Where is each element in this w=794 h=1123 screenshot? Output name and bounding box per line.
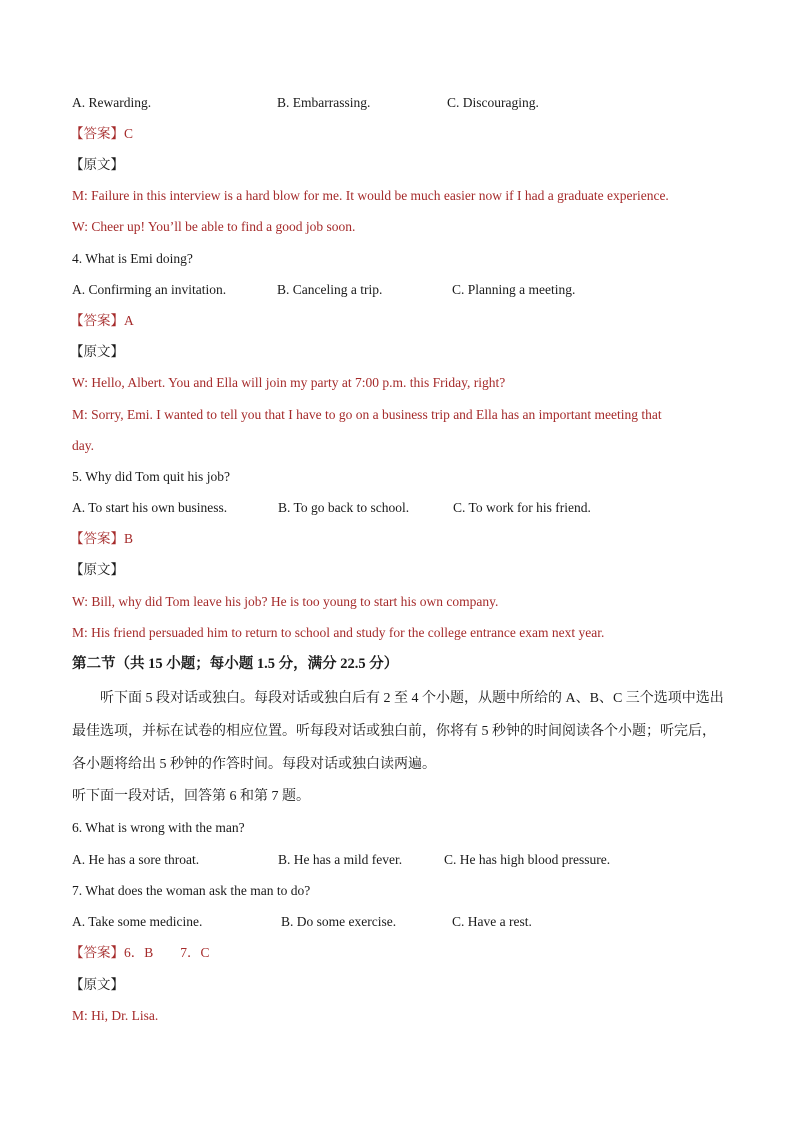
dialogue-intro: 听下面一段对话，回答第 6 和第 7 题。 [72,789,310,804]
q5-option-c: C. To work for his friend. [453,500,591,515]
q7-question: 7. What does the woman ask the man to do? [72,883,311,898]
section-instructions: 最佳选项，并标在试卷的相应位置。听每段对话或独白前，你将有 5 秒钟的时间阅读各个小题；听完后， [72,724,716,739]
q6-option-b: B. He has a mild fever. [278,852,403,867]
script-label: 【原文】 [70,157,124,172]
q3-answer [70,125,133,143]
q3-script-line: W: Cheer up! You’ll be able to find a good job soon. [72,219,356,234]
q7-option-b: B. Do some exercise. [281,914,397,929]
q7-option-c: C. Have a rest. [452,914,532,929]
answer-label: 【答案】 [70,313,124,328]
section-instructions: 听下面 5 段对话或独白。每段对话或独白后有 2 至 4 个小题，从题中所给的 A、B、C 三个选项中选出 [100,691,724,706]
q5-answer [70,530,133,548]
answer-label: 【答案】 [70,945,124,960]
section-instructions: 各小题将给出 5 秒钟的作答时间。每段对话或独白读两遍。 [72,757,436,772]
answer-value: B [124,531,134,546]
q3-option-b: B. Embarrassing. [277,95,371,110]
answer-label: 【答案】 [70,126,124,141]
script-label: 【原文】 [70,977,124,992]
q4-answer [70,312,134,330]
q5-script-label [70,561,124,579]
answer-value: 6．B 7．C [124,945,210,960]
q4-option-a: A. Confirming an invitation. [72,282,227,297]
q7-option-a: A. Take some medicine. [72,914,203,929]
q4-script-label [70,343,124,361]
q3-option-c: C. Discouraging. [447,95,539,110]
q5-option-b: B. To go back to school. [278,500,410,515]
q4-question: 4. What is Emi doing? [72,251,193,266]
q4-option-c: C. Planning a meeting. [452,282,576,297]
q5-question: 5. Why did Tom quit his job? [72,469,230,484]
q5-script-line: W: Bill, why did Tom leave his job? He is too young to start his own company. [72,594,499,609]
q4-script-line: M: Sorry, Emi. I wanted to tell you that I have to go on a business trip and Ella has an important meeting that [72,407,662,422]
q3-script-label [70,156,124,174]
q5-script-line: M: His friend persuaded him to return to school and study for the college entrance exam next year. [72,625,605,640]
q6-q7-script-label [70,976,124,994]
section-heading: 第二节（共 15 小题；每小题 1.5 分，满分 22.5 分） [72,656,399,672]
q4-script-line: W: Hello, Albert. You and Ella will join my party at 7:00 p.m. this Friday, right? [72,375,506,390]
script-label: 【原文】 [70,344,124,359]
answer-value: C [124,126,134,141]
q6-option-a: A. He has a sore throat. [72,852,200,867]
q6-q7-script-line: M: Hi, Dr. Lisa. [72,1008,159,1023]
answer-label: 【答案】 [70,531,124,546]
answer-value: A [124,313,134,328]
script-label: 【原文】 [70,562,124,577]
q6-option-c: C. He has high blood pressure. [444,852,611,867]
q3-script-line: M: Failure in this interview is a hard blow for me. It would be much easier now if I had a graduate experience. [72,188,669,203]
q4-option-b: B. Canceling a trip. [277,282,383,297]
q5-option-a: A. To start his own business. [72,500,228,515]
q6-q7-answer [70,944,210,962]
q6-question: 6. What is wrong with the man? [72,820,245,835]
q3-option-a: A. Rewarding. [72,95,152,110]
q4-script-line: day. [72,438,94,453]
